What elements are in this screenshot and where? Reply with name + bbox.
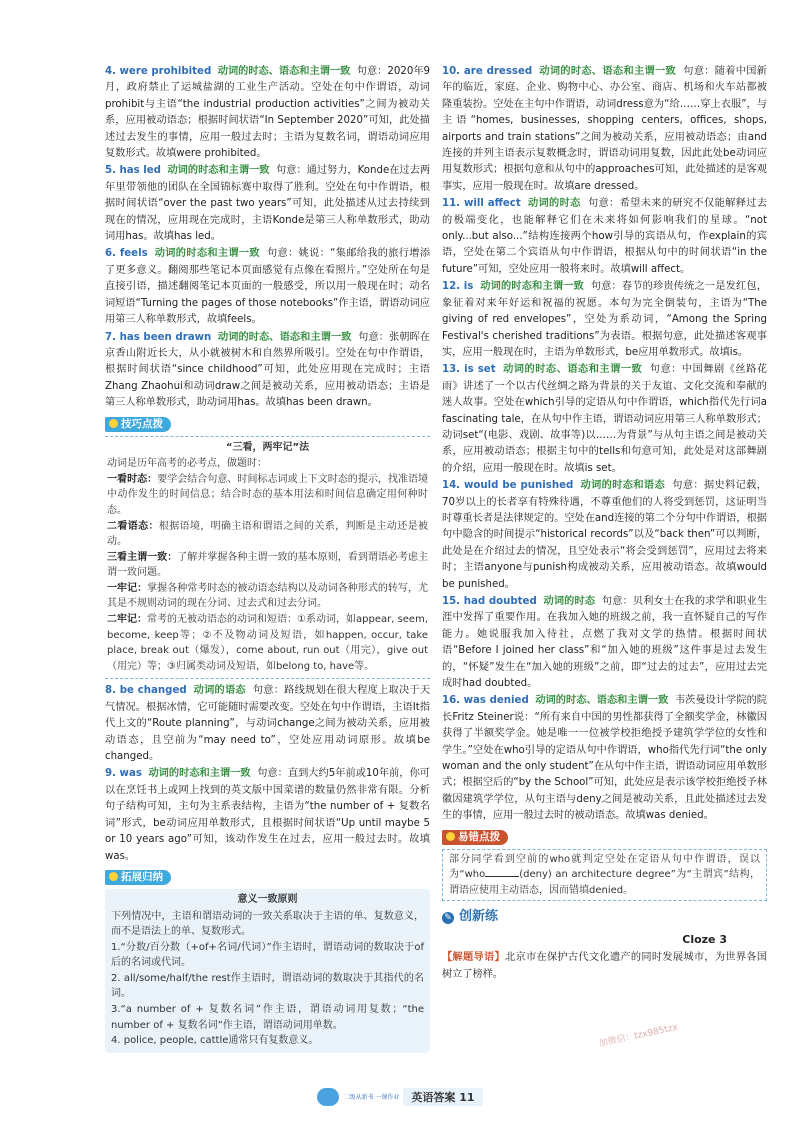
- answer-9: 9. was 动词的时态和主谓一致 句意：直到大约5年前或10年前，你可以在烹饪书上或网上找到的英文版中国菜谱的数量仍然非常有限。分析句子结构可知，主句为主系表结构，主语为“the number of + 复数名词”形式，be动词应用单数形式，且根据时间状语“Up until maybe 5 or 10 years ago”可知，该动作发生在过去，应用一般过去时。故填was。: [105, 768, 430, 862]
- innovation-heading: ✎ 创新练: [442, 909, 767, 925]
- answer-8: 8. be changed 动词的语态 句意：路线规划在很大程度上取决于天气情况。根据冰情，它可能随时需要改变。空处在句中作谓语，主语It指代上文的“Route planning”，与动词change之间为被动关系，应用被动语态，且空前为“may need to”，空处应用动词原形。故填be changed。: [105, 685, 431, 763]
- warning-icon: [446, 832, 455, 841]
- mascot-icon: [317, 1088, 339, 1106]
- answer-6: 6. feels 动词的时态和主谓一致 句意：姚说：“集邮给我的旅行增添了更多意义。翻阅那些笔记本页面感觉有点像在看照片。”空处所在句是直接引语，描述翻阅笔记本页面的一般感受，所以用一般现在时；动名词短语“Turning the pages of those notebooks”作主语，谓语动词应用第三人称单数形式，故填feels。: [105, 248, 431, 326]
- right-column: [442, 64, 767, 984]
- answer-12: 12. is 动词的时态和主谓一致 句意：春节的珍贵传统之一是发红包，象征着对来年好运和祝福的祝愿。本句为完全倒装句，主语为“The giving of red envelopes”，空处为系动词，“Among the Spring Festival's cherished traditions”为表语。根据句意，此处描述客观事实，应用一般现在时，主语为单数形式，be应用单数形式。故填is。: [442, 281, 767, 358]
- book-icon: [109, 872, 118, 881]
- tip-label: 技巧点拨: [105, 417, 171, 432]
- page-number: 英语答案 11: [403, 1088, 482, 1106]
- guide: 【解题导语】北京市在保护古代文化遗产的同时发展城市，为世界各国树立了榜样。: [442, 952, 768, 980]
- footer: [0, 1088, 800, 1106]
- series-logo: 二级从新书 一课作业: [343, 1093, 400, 1101]
- answer-15: 15. had doubted 动词的时态 句意：贝利女士在我的求学和职业生涯中发挥了重要作用。在我加入她的班级之前，我一直怀疑自己的写作能力。她说服我加入待社，点燃了我对文学的热情。根据时间状语“Before I joined her class”和“加入她的班级”这件事是过去发生的，“怀疑”发生在“加入她的班级”之前，即“过去的过去”，应用过去完成时had doubted。: [442, 596, 768, 690]
- watermark: 加微信：tzx985tzx: [598, 1022, 679, 1050]
- answer-4: 4. were prohibited 动词的时态、语态和主谓一致 句意：2020年9月，政府禁止了运城盐湖的工业生产活动。空处在句中作谓语，动词prohibit与主语“the industrial production activities”之间为被动关系，应用被动语态；根据时间状语“In September 2020”可知，此处描述过去发生的事情，应用一般过去时；主语为复数名词，谓语动词应用复数形式。故填were prohibited。: [105, 66, 430, 160]
- tip-box: “三看，两牢记”法 动词是历年高考的必考点，做题时： 一看时态：要学会结合句意、时间标志词或上下文时态的提示，找准语境中动作发生的时间信息；结合时态的基本用法和时间信息确定用何种时态。 二看语态：根据语境，明确主语和谓语之间的关系，判断是主动还是被动。 三看主谓一致：了解并掌握各种主谓一致的基本原则，看到谓语必考虑主谓一致问题。 一牢记：掌握各种常考时态的被动语态结构以及动词各种形式的转写，尤其是不规则动词的现在分词、过去式和过去分词。 二牢记：常考的无被动语态的动词和短语：①系动词，如appear, seem, become, keep等；②不及物动词及短语，如happen, occur, take place, break out（爆发），come about, run out（用完），give out（用完）等；③归属类动词及短语，如belong to, have等。: [105, 436, 430, 680]
- error-label: 易错点拨: [442, 830, 508, 845]
- error-box: 部分同学看到空前的who就判定空处在定语从句中作谓语，误以为“who (deny) an architecture degree”为“主谓宾”结构，谓语应使用主动语态，因而错填denied。: [442, 849, 767, 902]
- rule-label: 拓展归纳: [105, 870, 171, 885]
- answer-7: 7. has been drawn 动词的时态、语态和主谓一致 句意：张朝晖在京香山附近长大，从小就被树木和自然界所吸引。空处在句中作谓语，根据时间状语“since childhood”可知，此处应用现在完成时；主语Zhang Zhaohui和动词draw之间是被动关系，应用被动语态；主语是第三人称单数形式，助动词用has。故填has been drawn。: [105, 331, 431, 409]
- innovation-icon: ✎: [442, 912, 454, 924]
- answer-16: 16. was denied 动词的时态、语态和主谓一致 韦茨曼设计学院的院长Fritz Steiner说：“所有来自中国的男性都获得了全额奖学金，林徽因获得了半额奖学金。她是唯一一位被学校拒绝授予建筑学学位的女性和学生。”空处在who引导的定语从句中作谓语，who指代先行词“the only woman and the only student”在从句中作主语，谓语动词应用单数形式；根据空后的“by the School”可知，此处应是表示该学校拒绝授予林徽因建筑学学位，从句主语与deny之间是被动关系，且此处描述过去发生的事情，应用一般过去时的被动语态。故填was denied。: [442, 695, 767, 822]
- left-column: [105, 64, 430, 1053]
- answer-14: 14. would be punished 动词的时态和语态 句意：据史料记载，70岁以上的长者享有特殊待遇，不尊重他们的人将受到惩罚，这证明当时尊重长者是法律规定的。空处在and连接的第二个分句中作谓语，根据句中隐含的时间提示“historical records”以及“back then”可以判断，此处是在介绍过去的情况，且空处表示“将会受到惩罚”，应用过去将来时；主语anyone与punish构成被动关系，应用被动语态。故填would be punished。: [442, 480, 767, 590]
- answer-10: 10. are dressed 动词的时态、语态和主谓一致 句意：随着中国新年的临近，家庭、企业、购物中心、办公室、商店、机场和火车站都被隆重装扮。空处在主句中作谓语，动词dress意为“给……穿上衣服”，与主语“homes, businesses, shopping centers, offices, shops, airports and train stations”之间为被动关系，应用被动语态；由and连接的并列主语表示复数概念时，谓语动词用复数，因此此处be动词应用复数形式；根据句意和从句中的approaches可知，此处描述的是客观事实，应用一般现在时。故填are dressed。: [442, 66, 767, 192]
- answer-5: 5. has led 动词的时态和主谓一致 句意：通过努力，Konde在过去两年里带领他的团队在全国锦标赛中取得了胜利。空处在句中作谓语，根据时间状语“over the past two years”可知，此处描述从过去持续到现在的情况，应用现在完成时，主语Konde是第三人称单数形式，助动词用has。故填has led。: [105, 165, 431, 243]
- cloze-title: Cloze 3: [682, 932, 727, 946]
- answer-blank: [485, 867, 519, 877]
- answer-11: 11. will affect 动词的时态 句意：希望未来的研究不仅能解释过去的极端变化，也能解释它们在未来将如何影响我们的星球。“not only...but also...”结构连接两个how引导的宾语从句，作explain的宾语，空处在第二个宾语从句中作谓语，根据从句中的时间状语“in the future”可知，空处应用一般将来时。故填will affect。: [442, 198, 768, 275]
- lightbulb-icon: [109, 419, 118, 428]
- answer-13: 13. is set 动词的时态、语态和主谓一致 句意：中国舞剧《丝路花雨》讲述了一个以古代丝绸之路为背景的关于友谊、文化交流和奉献的迷人故事。空处在which引导的定语从句中作谓语，which指代先行词a fascinating tale，在从句中作主语，谓语动词应用第三人称单数形式；动词set“(电影、戏剧、故事等)以……为背景”与从句主语之间是被动关系，应用被动语态；根据主句中的tells和句意可知，此处是对这部舞剧的介绍，应用一般现在时。故填is set。: [442, 364, 767, 474]
- rule-box: 意义一致原则 下列情况中，主语和谓语动词的一致关系取决于主语的单、复数意义，而不是语法上的单、复数形式。 1.“分数/百分数（+of+名词/代词）”作主语时，谓语动词的数取决于of后的名词或代词。 2. all/some/half/the rest作主语时，谓语动词的数取决于其指代的名词。 3.“a number of + 复数名词”作主语，谓语动词用复数；“the number of + 复数名词”作主语，谓语动词用单数。 4. police, people, cattle通常只有复数意义。: [105, 889, 430, 1053]
- tip-title: “三看，两牢记”法: [225, 441, 310, 453]
